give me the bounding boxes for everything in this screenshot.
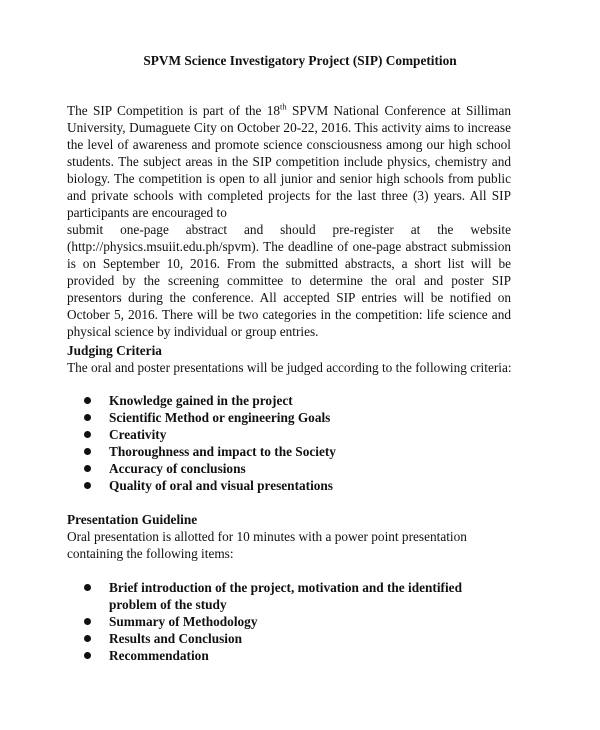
bullet-icon	[84, 431, 91, 438]
list-item	[0, 460, 509, 477]
list-item-text: Accuracy of conclusions	[109, 461, 246, 476]
list-item	[0, 630, 509, 647]
intro-text-part2: SPVM National Conference at Silliman University, Dumaguete City on October 20-22, 2016. This activity aims to increase the level of awareness and promote science consciousness among our high school students. The subject areas in the SIP competition include physics, chemistry and biology. The competition is open to all junior and senior high schools from public and private schools with completed projects for the last three (3) years. All SIP participants are encouraged to	[67, 103, 512, 220]
list-item-text: Scientific Method or engineering Goals	[109, 410, 331, 425]
list-item	[0, 409, 509, 426]
bullet-icon	[84, 618, 91, 625]
list-item	[0, 443, 509, 460]
list-item-text: Recommendation	[109, 648, 209, 663]
bullet-icon	[84, 482, 91, 489]
list-item-text: Brief introduction of the project, motivation and the identified problem of the study	[109, 580, 462, 612]
intro-text-part1: The SIP Competition is part of the 18	[67, 103, 281, 118]
bullet-icon	[84, 584, 91, 591]
list-item-text: Knowledge gained in the project	[109, 393, 293, 408]
presentation-heading: Presentation Guideline	[67, 512, 198, 527]
list-item	[0, 426, 509, 443]
bullet-icon	[84, 397, 91, 404]
intro-text-rest: (http://physics.msuiit.edu.ph/spvm). The deadline of one-page abstract submission is on September 10, 2016. From the submitted abstracts, a short list will be provided by the screening committee to determine the oral and poster SIP presentors during the conference. All accepted SIP entries will be notified on October 5, 2016. There will be two categories in the competition: life science and physical science by individual or group entries.	[67, 239, 511, 339]
list-item	[0, 579, 509, 613]
intro-paragraph	[67, 102, 511, 340]
presentation-items-list	[0, 579, 509, 664]
intro-superscript: th	[280, 101, 287, 112]
list-item-text: Thoroughness and impact to the Society	[109, 444, 336, 459]
intro-submit-line: submit one-page abstract and should pre-register at the website	[67, 222, 511, 237]
list-item-text: Summary of Methodology	[109, 614, 258, 629]
list-item-text: Quality of oral and visual presentations	[109, 478, 333, 493]
bullet-icon	[84, 414, 91, 421]
judging-intro: The oral and poster presentations will be judged according to the following criteria:	[67, 360, 512, 375]
list-item-text: Results and Conclusion	[109, 631, 243, 646]
list-item	[0, 392, 509, 409]
bullet-icon	[84, 635, 91, 642]
judging-criteria-list	[0, 392, 509, 494]
bullet-icon	[84, 652, 91, 659]
presentation-intro: Oral presentation is allotted for 10 minutes with a power point presentation containing the following items:	[67, 529, 467, 561]
document-title: SPVM Science Investigatory Project (SIP) Competition	[143, 53, 457, 68]
list-item	[0, 613, 509, 630]
list-item-text: Creativity	[109, 427, 167, 442]
bullet-icon	[84, 465, 91, 472]
list-item	[0, 477, 509, 494]
bullet-icon	[84, 448, 91, 455]
list-item	[0, 647, 509, 664]
judging-heading: Judging Criteria	[67, 343, 162, 358]
